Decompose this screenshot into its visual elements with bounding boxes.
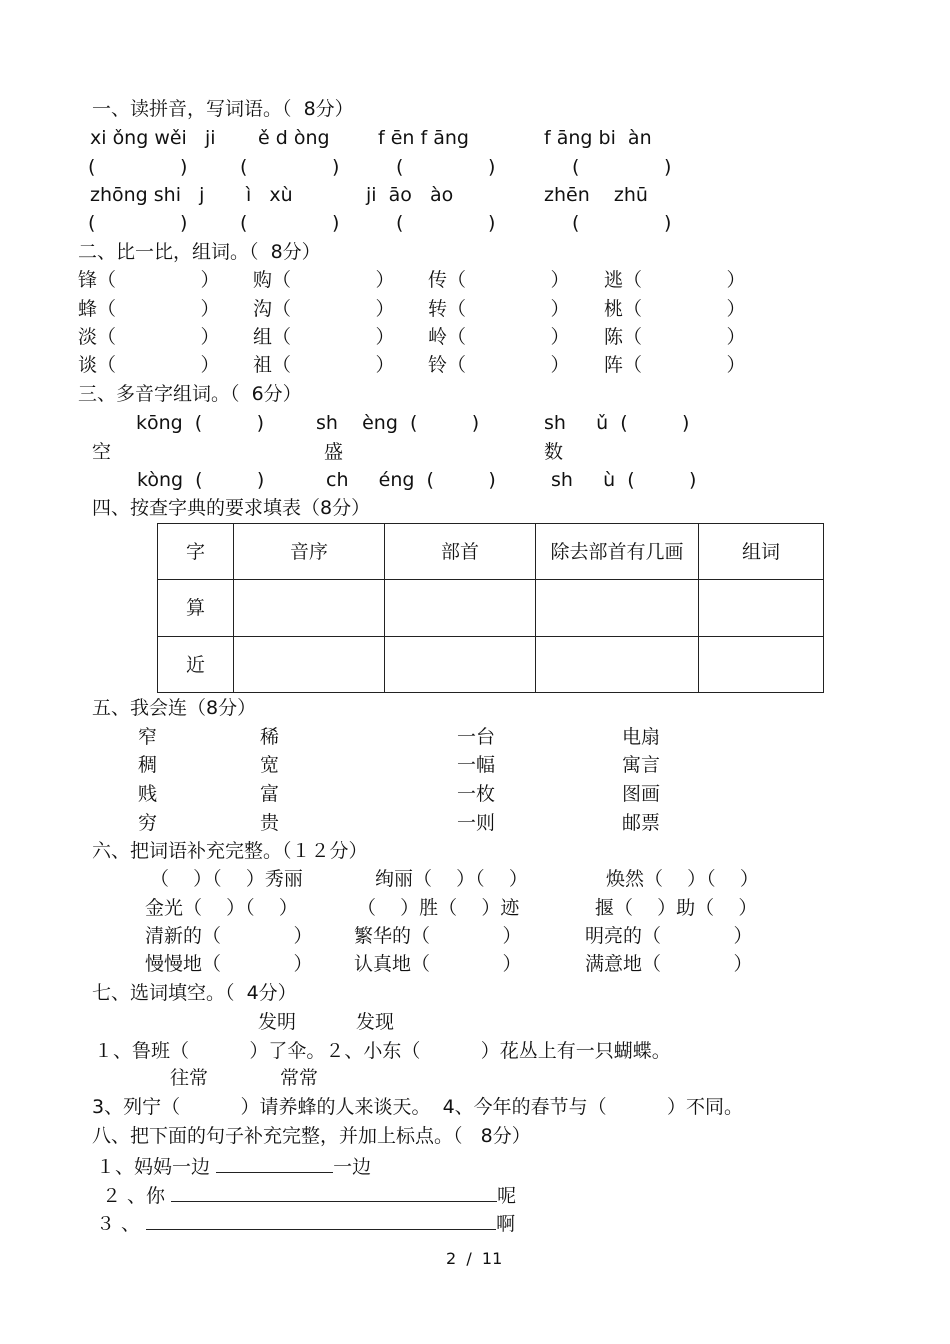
match-item[interactable]: 一则 bbox=[457, 812, 496, 834]
table-cell[interactable] bbox=[699, 580, 824, 637]
match-item[interactable]: 邮票 bbox=[622, 812, 661, 834]
match-item[interactable]: 贱 bbox=[138, 783, 158, 805]
table-cell[interactable] bbox=[385, 637, 536, 693]
compare-item[interactable]: 逃（ ） bbox=[604, 269, 746, 291]
sentence-prefix: ３ 、 bbox=[96, 1213, 141, 1235]
pinyin: ì xù bbox=[246, 184, 293, 206]
table-cell[interactable] bbox=[536, 580, 699, 637]
sentence-prefix: ２ 、你 bbox=[102, 1185, 166, 1207]
section-3-title: 三、多音字组词。（ 6分） bbox=[78, 383, 302, 405]
table-cell[interactable] bbox=[234, 580, 385, 637]
answer-line[interactable] bbox=[171, 1181, 497, 1202]
match-item[interactable]: 宽 bbox=[260, 754, 280, 776]
table-header: 组词 bbox=[699, 524, 824, 580]
match-item[interactable]: 电扇 bbox=[622, 726, 661, 748]
table-cell[interactable] bbox=[699, 637, 824, 693]
pinyin: zhōng shi j bbox=[90, 184, 205, 206]
idiom-item[interactable]: （ ）（ ）秀丽 bbox=[150, 868, 303, 890]
phrase-item[interactable]: 繁华的（ ） bbox=[354, 925, 522, 947]
compare-item[interactable]: 桃（ ） bbox=[604, 298, 746, 320]
section-6-title: 六、把词语补充完整。（１２分） bbox=[92, 840, 368, 862]
sentence-prefix: １、妈妈一边 bbox=[96, 1156, 211, 1178]
fill-sentence[interactable]: 3、列宁（ ）请养蜂的人来谈天。 4、今年的春节与（ ）不同。 bbox=[92, 1096, 744, 1118]
answer-blank[interactable]: ( ) bbox=[572, 156, 672, 178]
phrase-item[interactable]: 认真地（ ） bbox=[354, 953, 522, 975]
compare-item[interactable]: 阵（ ） bbox=[604, 354, 746, 376]
match-item[interactable]: 一幅 bbox=[457, 754, 496, 776]
sentence-suffix: 呢 bbox=[497, 1185, 517, 1207]
polyphone-char: 盛 bbox=[324, 441, 344, 463]
compare-item[interactable]: 铃（ ） bbox=[428, 354, 570, 376]
pinyin: zhēn zhū bbox=[544, 184, 648, 206]
compare-item[interactable]: 淡（ ） bbox=[78, 326, 220, 348]
answer-blank[interactable]: ( ) bbox=[88, 212, 188, 234]
table-header: 音序 bbox=[234, 524, 385, 580]
section-8-title: 八、把下面的句子补充完整，并加上标点。（ 8分） bbox=[92, 1125, 531, 1147]
page-number: 2 / 11 bbox=[446, 1249, 503, 1268]
pinyin: f ēn f āng bbox=[378, 127, 469, 149]
compare-item[interactable]: 陈（ ） bbox=[604, 326, 746, 348]
match-item[interactable]: 一台 bbox=[457, 726, 496, 748]
sentence-suffix: 一边 bbox=[333, 1156, 372, 1178]
sentence-suffix: 啊 bbox=[496, 1213, 516, 1235]
match-item[interactable]: 一枚 bbox=[457, 783, 496, 805]
idiom-item[interactable]: （ ）胜（ ）迹 bbox=[357, 897, 520, 919]
polyphone-pinyin[interactable]: kòng ( ) bbox=[137, 469, 265, 491]
polyphone-pinyin[interactable]: ch éng ( ) bbox=[326, 469, 496, 491]
pinyin: xi ǒng wěi ji bbox=[90, 127, 216, 149]
idiom-item[interactable]: 焕然（ ）（ ） bbox=[606, 868, 759, 890]
word-choice: 往常 bbox=[170, 1067, 209, 1089]
compare-item[interactable]: 岭（ ） bbox=[428, 326, 570, 348]
match-item[interactable]: 富 bbox=[260, 783, 280, 805]
answer-line[interactable] bbox=[146, 1209, 496, 1230]
match-item[interactable]: 稀 bbox=[260, 726, 280, 748]
compare-item[interactable]: 传（ ） bbox=[428, 269, 570, 291]
polyphone-char: 空 bbox=[92, 441, 112, 463]
idiom-item[interactable]: 揠（ ）助（ ） bbox=[595, 897, 758, 919]
table-header: 部首 bbox=[385, 524, 536, 580]
phrase-item[interactable]: 清新的（ ） bbox=[145, 925, 313, 947]
match-item[interactable]: 窄 bbox=[138, 726, 158, 748]
table-cell[interactable] bbox=[385, 580, 536, 637]
answer-blank[interactable]: ( ) bbox=[88, 156, 188, 178]
table-cell[interactable] bbox=[234, 637, 385, 693]
table-header: 除去部首有几画 bbox=[536, 524, 699, 580]
pinyin: ě d òng bbox=[258, 127, 330, 149]
compare-item[interactable]: 沟（ ） bbox=[253, 298, 395, 320]
phrase-item[interactable]: 慢慢地（ ） bbox=[145, 953, 313, 975]
dictionary-table bbox=[157, 523, 824, 693]
section-1-title: 一、读拼音，写词语。（ 8分） bbox=[92, 98, 354, 120]
pinyin: ji āo ào bbox=[366, 184, 454, 206]
word-choice: 发现 bbox=[356, 1011, 395, 1033]
word-choice: 发明 bbox=[258, 1011, 297, 1033]
answer-blank[interactable]: ( ) bbox=[240, 156, 340, 178]
match-item[interactable]: 图画 bbox=[622, 783, 661, 805]
sentence-3 bbox=[96, 1209, 515, 1236]
phrase-item[interactable]: 满意地（ ） bbox=[585, 953, 753, 975]
answer-blank[interactable]: ( ) bbox=[396, 212, 496, 234]
compare-item[interactable]: 谈（ ） bbox=[78, 354, 220, 376]
match-item[interactable]: 穷 bbox=[138, 812, 158, 834]
answer-blank[interactable]: ( ) bbox=[240, 212, 340, 234]
sentence-2 bbox=[102, 1181, 516, 1208]
word-choice: 常常 bbox=[280, 1067, 319, 1089]
polyphone-pinyin[interactable]: sh ǔ ( ) bbox=[544, 412, 690, 434]
idiom-item[interactable]: 绚丽（ ）（ ） bbox=[375, 868, 528, 890]
polyphone-pinyin[interactable]: sh ù ( ) bbox=[551, 469, 697, 491]
table-cell[interactable] bbox=[536, 637, 699, 693]
section-4-title: 四、按查字典的要求填表（8分） bbox=[92, 497, 371, 519]
compare-item[interactable]: 蜂（ ） bbox=[78, 298, 220, 320]
match-item[interactable]: 稠 bbox=[138, 754, 158, 776]
compare-item[interactable]: 祖（ ） bbox=[253, 354, 395, 376]
match-item[interactable]: 贵 bbox=[260, 812, 280, 834]
polyphone-char: 数 bbox=[544, 441, 564, 463]
compare-item[interactable]: 组（ ） bbox=[253, 326, 395, 348]
compare-item[interactable]: 转（ ） bbox=[428, 298, 570, 320]
match-item[interactable]: 寓言 bbox=[622, 754, 661, 776]
polyphone-pinyin[interactable]: kōng ( ) bbox=[136, 412, 264, 434]
polyphone-pinyin[interactable]: sh èng ( ) bbox=[316, 412, 480, 434]
phrase-item[interactable]: 明亮的（ ） bbox=[585, 925, 753, 947]
section-7-title: 七、选词填空。（ 4分） bbox=[92, 982, 297, 1004]
table-row-char: 算 bbox=[158, 580, 234, 637]
compare-item[interactable]: 购（ ） bbox=[253, 269, 395, 291]
idiom-item[interactable]: 金光（ ）（ ） bbox=[145, 897, 298, 919]
answer-blank[interactable]: ( ) bbox=[572, 212, 672, 234]
table-header: 字 bbox=[158, 524, 234, 580]
fill-sentence[interactable]: １、鲁班（ ）了伞。２、小东（ ）花丛上有一只蝴蝶。 bbox=[94, 1040, 671, 1062]
section-5-title: 五、我会连（8分） bbox=[92, 697, 257, 719]
table-row-char: 近 bbox=[158, 637, 234, 693]
answer-blank[interactable]: ( ) bbox=[396, 156, 496, 178]
compare-item[interactable]: 锋（ ） bbox=[78, 269, 220, 291]
answer-line[interactable] bbox=[216, 1152, 333, 1173]
pinyin: f āng bi àn bbox=[544, 127, 652, 149]
section-2-title: 二、比一比，组词。（ 8分） bbox=[78, 241, 321, 263]
sentence-1 bbox=[96, 1152, 371, 1179]
